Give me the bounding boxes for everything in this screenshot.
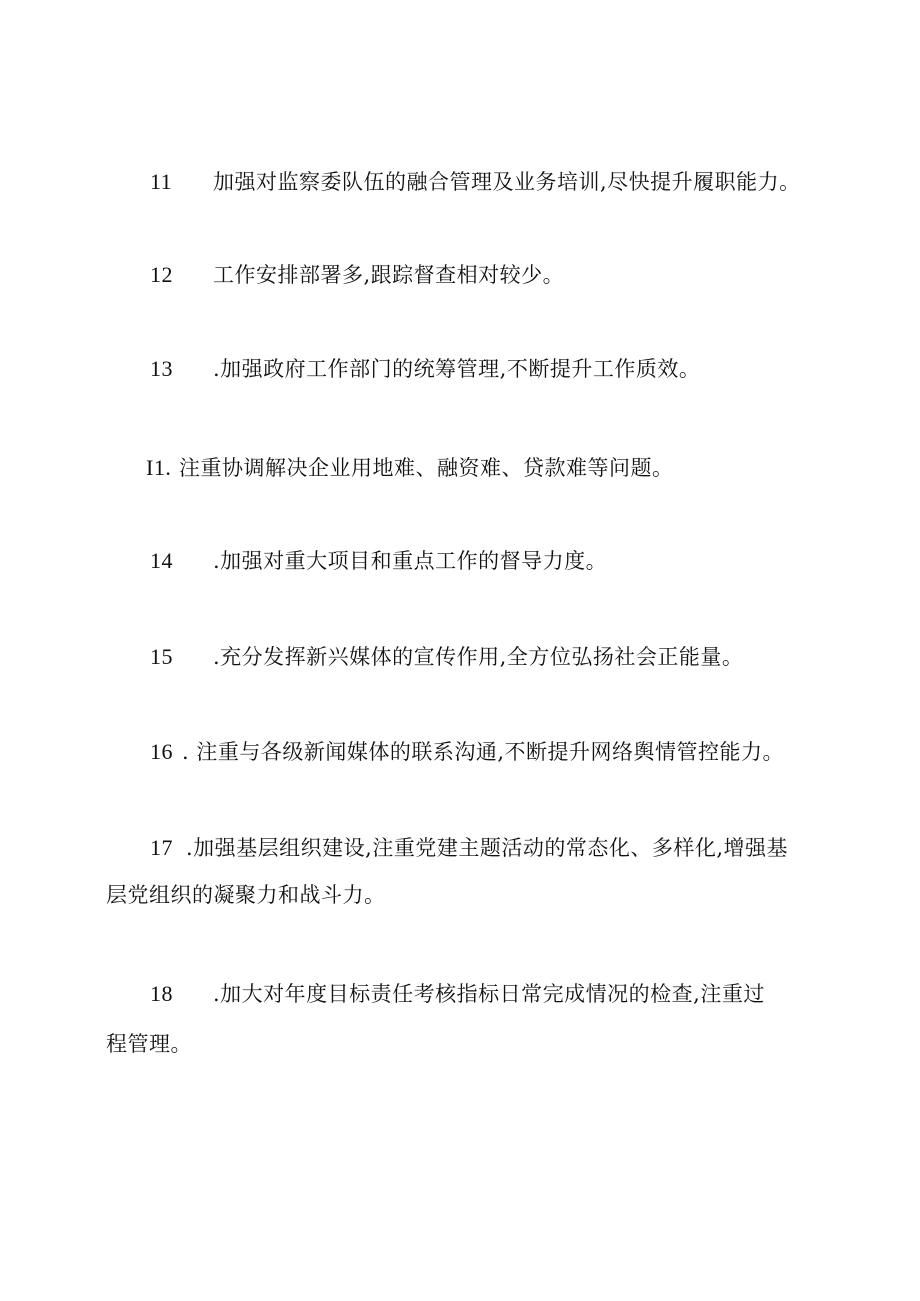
list-item bbox=[150, 738, 784, 766]
list-item bbox=[150, 355, 700, 383]
item-text: .加强基层组织建设,注重党建主题活动的常态化、多样化,增强基 bbox=[186, 836, 789, 860]
item-number: 12 bbox=[150, 262, 173, 287]
item-text: 工作安排部署多,跟踪督查相对较少。 bbox=[213, 263, 565, 287]
item-text: 注重协调解决企业用地难、融资难、贷款难等问题。 bbox=[179, 456, 674, 480]
item-text: 层党组织的凝聚力和战斗力。 bbox=[106, 883, 386, 907]
list-item bbox=[150, 980, 765, 1008]
item-number: 17 bbox=[150, 835, 173, 860]
item-number: 15 bbox=[150, 644, 173, 669]
item-number: 13 bbox=[150, 356, 173, 381]
list-item bbox=[146, 454, 674, 482]
list-item bbox=[150, 168, 801, 196]
item-text: .充分发挥新兴媒体的宣传作用,全方位弘扬社会正能量。 bbox=[213, 645, 744, 669]
list-item bbox=[150, 643, 743, 671]
item-number: 16 bbox=[150, 739, 173, 764]
item-number: 18 bbox=[150, 981, 173, 1006]
list-item-continuation bbox=[106, 881, 386, 909]
item-number: 14 bbox=[150, 548, 173, 573]
item-text: .加大对年度目标责任考核指标日常完成情况的检查,注重过 bbox=[213, 982, 765, 1006]
item-text: .加强对重大项目和重点工作的督导力度。 bbox=[213, 549, 608, 573]
list-item bbox=[150, 261, 564, 289]
item-text: 程管理。 bbox=[106, 1032, 192, 1056]
list-item-continuation bbox=[106, 1030, 192, 1058]
item-number: I1. bbox=[146, 455, 172, 480]
item-text: 加强对监察委队伍的融合管理及业务培训,尽快提升履职能力。 bbox=[213, 170, 801, 194]
list-item bbox=[150, 547, 607, 575]
list-item bbox=[150, 834, 788, 862]
item-number: 11 bbox=[150, 169, 173, 194]
item-text: .加强政府工作部门的统筹管理,不断提升工作质效。 bbox=[213, 357, 701, 381]
item-text: . 注重与各级新闻媒体的联系沟通,不断提升网络舆情管控能力。 bbox=[182, 740, 785, 764]
